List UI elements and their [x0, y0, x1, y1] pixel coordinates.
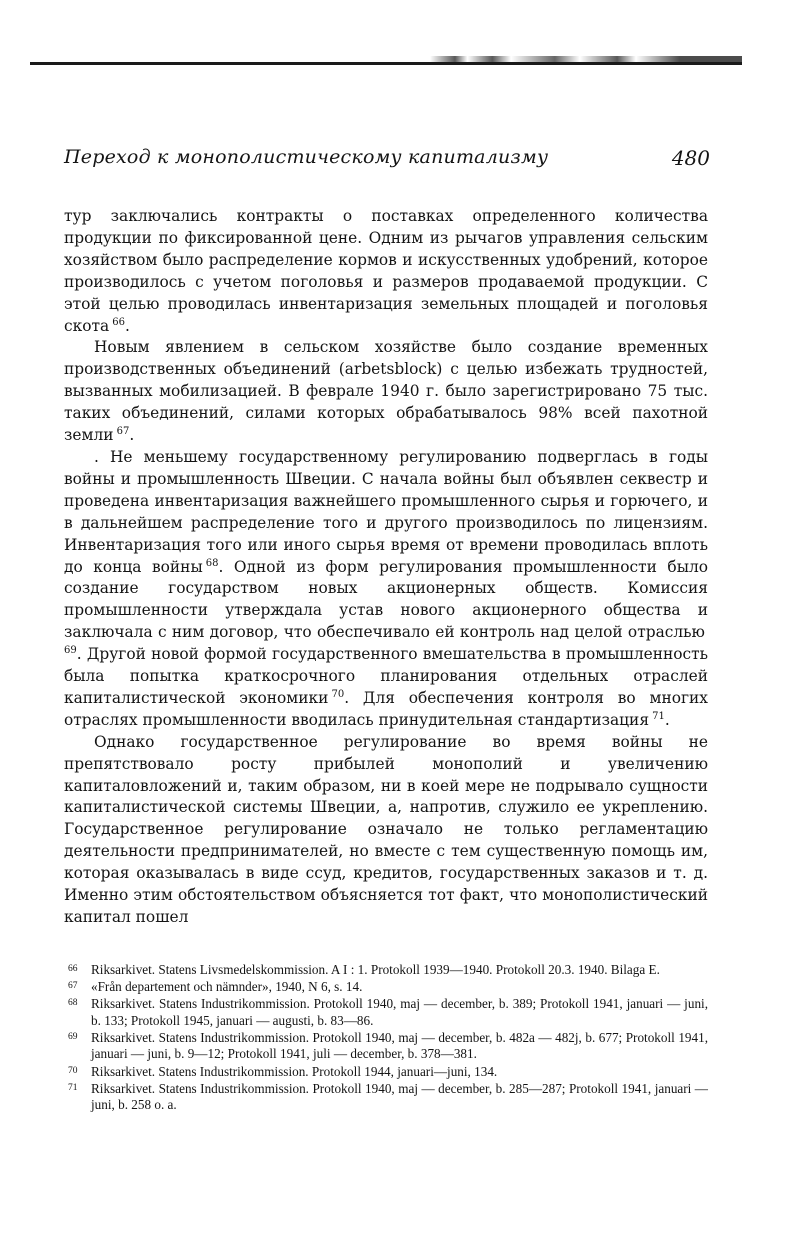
top-rule: [30, 62, 742, 65]
footnote-ref: 67: [116, 426, 130, 438]
footnote-text: Riksarkivet. Statens Industrikommission. Protokoll 1944, januari—juni, 134.: [91, 1063, 498, 1079]
footnote-text: «Från departement och nämnder», 1940, N 6, s. 14.: [91, 979, 363, 995]
footnote-number: 67: [68, 981, 78, 992]
footnote-text: Riksarkivet. Statens Industrikommission. Protokoll 1940, maj — december, b. 285—287; Protokoll 1941, januari — juni, b. 258 o. a.: [91, 1080, 708, 1113]
paragraph-4: Однако государственное регулирование во время войны не препятствовало росту прибылей монополий и увеличению капиталовложений и, таким образом, ни в коей мере не подрывало сущности капиталистической системы Швеции, а, напротив, служило ее укреплению. Государственное регулирование означало не только регламентацию деятельности предпринимателей, но вместе с тем существенную помощь им, которая оказывалась в виде ссуд, кредитов, государственных заказов и т. д. Именно этим обстоятельством объясняется тот факт, что монополистический капитал пошел: [64, 732, 708, 926]
footnote-number: 71: [68, 1082, 78, 1093]
paragraph-3: . Не меньшему государственному регулированию подверглась в годы войны и промышленность Швеции. С начала войны был объявлен секвестр и проведена инвентаризация важнейшего промышленного сырья и горючего, и в дальнейшем распределение того и другого производилось по лицензиям. Инвентаризация того или иного сырья время от времени проводилась вплоть до конца войны $^{68}$. Одной из форм регулирования промышленности было создание государством новых акционерных обществ. Комиссия промышленности утверждала устав нового акционерного общества и заключала с ним договор, что обеспечивало ей контроль над целой отраслью $^{69}$. Другой новой формой государственного вмешательства в промышленность была попытка краткосрочного планирования отдельных отраслей капиталистической экономики $^{70}$. Для обеспечения контроля во многих отраслях промышленности вводилась принудительная стандартизация $^{71}$.: [64, 447, 708, 729]
footnote: [68, 996, 708, 1029]
footnote-ref: 70: [331, 688, 345, 700]
footnote: [68, 979, 708, 996]
footnote-ref: 71: [652, 710, 665, 722]
running-head: Переход к монополистическому капитализму: [64, 146, 549, 168]
footnote-number: 69: [68, 1031, 78, 1042]
footnotes: [68, 962, 708, 1114]
paragraph-1: тур заключались контракты о поставках определенного количества продукции по фиксированной цене. Одним из рычагов управления сельским хозяйством было распределение кормов и искусственных удобрений, которое производилось с учетом поголовья и размеров продаваемой продукции. С этой целью проводилась инвентаризация земельных площадей и поголовья скота $^{66}$.: [64, 207, 708, 335]
paragraph-2: Новым явлением в сельском хозяйстве было создание временных производственных объединений (arbetsblock) с целью избежать трудностей, вызванных мобилизацией. В феврале 1940 г. было зарегистрировано 75 тыс. таких объединений, силами которых обрабатывалось 98% всей пахотной земли $^{67}$.: [64, 338, 708, 445]
page-number: 480: [671, 146, 710, 170]
footnote: [68, 1030, 708, 1063]
footnote: [68, 1064, 708, 1081]
footnote: [68, 1081, 708, 1114]
page-header: [64, 146, 714, 176]
footnote-number: 70: [68, 1065, 78, 1076]
footnote-text: Riksarkivet. Statens Industrikommission. Protokoll 1940, maj — december, b. 482a — 482j, b. 677; Protokoll 1941, januari — juni, b. 9—12; Protokoll 1941, juli — december, b. 378—381.: [91, 1029, 708, 1062]
footnote-number: 68: [68, 998, 78, 1009]
top-rule-print-artifact: [430, 56, 742, 62]
footnote-ref: 66: [112, 316, 126, 328]
footnote-ref: 68: [205, 557, 219, 569]
footnote-text: Riksarkivet. Statens Industrikommission. Protokoll 1940, maj — december, b. 389; Protokoll 1941, januari — juni, b. 133; Protokoll 1945, januari — augusti, b. 83—86.: [91, 996, 708, 1028]
footnote: [68, 962, 708, 979]
main-text: [64, 206, 708, 929]
footnote-number: 66: [68, 964, 78, 974]
footnote-ref: 69: [64, 645, 77, 657]
footnote-text: Riksarkivet. Statens Livsmedelskommission. A I : 1. Protokoll 1939—1940. Protokoll 20.3. 1940. Bilaga E.: [91, 962, 660, 977]
